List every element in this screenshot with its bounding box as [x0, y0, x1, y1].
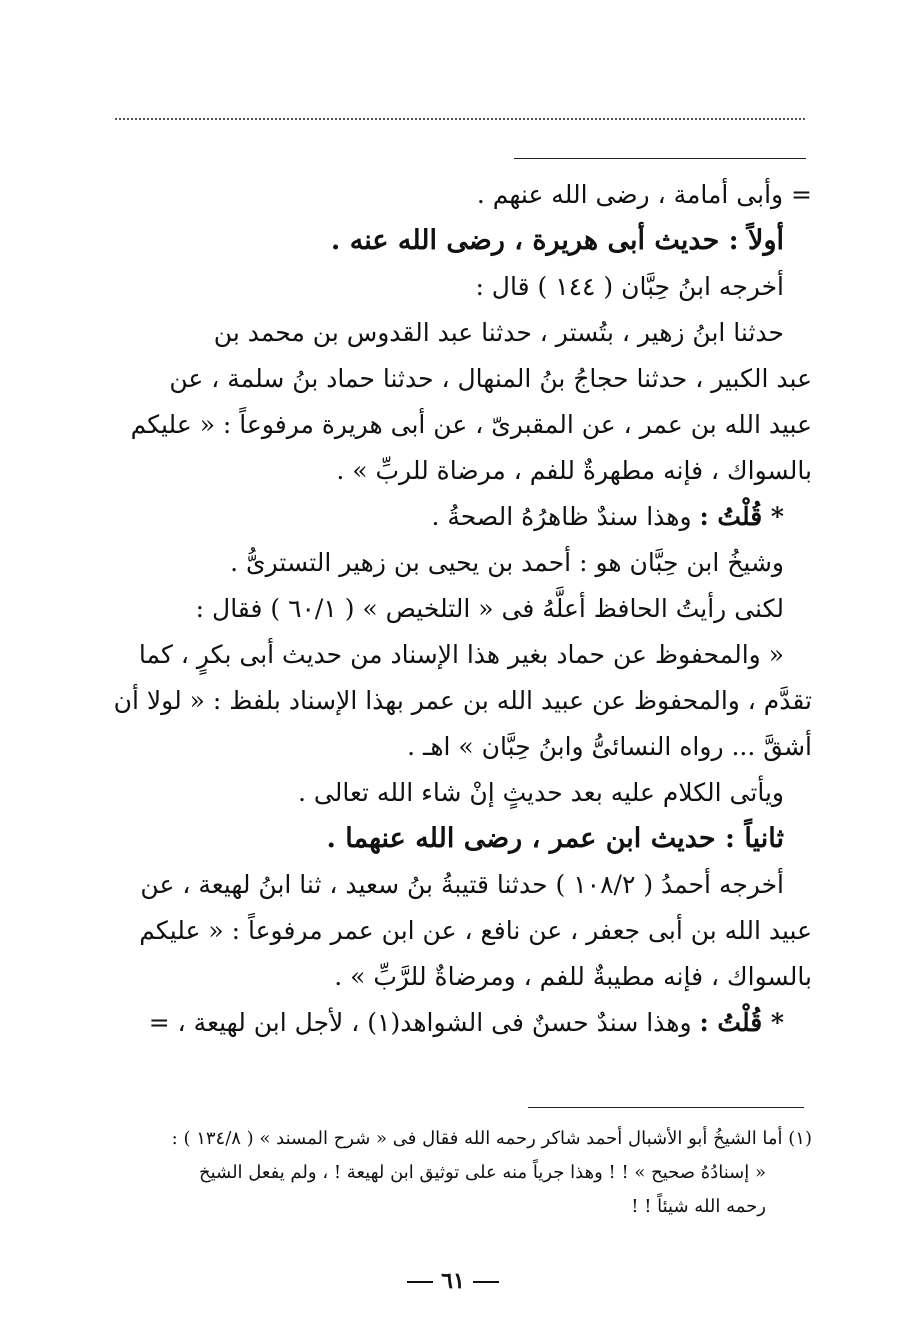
text-line: بالسواك ، فإنه مطيبةٌ للفم ، ومرضاةٌ للرَّبِّ » . — [334, 962, 812, 991]
comment-text: وهذا سندٌ ظاهرُهُ الصحةُ . — [431, 502, 692, 531]
comment-line — [112, 1000, 812, 1046]
text-line: = وأبى أمامة ، رضى الله عنهم . — [476, 180, 812, 209]
text-line: وشيخُ ابن حِبَّان هو : أحمد بن يحيى بن زهير التسترىُّ . — [230, 548, 784, 577]
main-text — [112, 172, 812, 1046]
text-line: تقدَّم ، والمحفوظ عن عبيد الله بن عمر بهذا الإسناد بلفظ : « لولا أن — [113, 686, 812, 715]
text-line: « والمحفوظ عن حماد بغير هذا الإسناد من حديث أبى بكرٍ ، كما — [138, 640, 784, 669]
dash-decoration — [407, 1281, 433, 1283]
text-line: بالسواك ، فإنه مطهرةٌ للفم ، مرضاة للربِّ » . — [336, 456, 812, 485]
text-line: حدثنا ابنُ زهير ، بتُستر ، حدثنا عبد القدوس بن محمد بن — [213, 318, 784, 347]
text-line: عبيد الله بن عمر ، عن المقبرىّ ، عن أبى هريرة مرفوعاً : « عليكم — [130, 410, 812, 439]
footnote-line: « إسنادُهُ صحيح » ! ! وهذا جرياً منه على توثيق ابن لهيعة ! ، ولم يفعل الشيخ — [198, 1162, 766, 1183]
text-line: عبد الكبير ، حدثنا حجاجُ بنُ المنهال ، حدثنا حماد بنُ سلمة ، عن — [169, 364, 812, 393]
footnote-rule — [528, 1107, 804, 1108]
footnotes — [112, 1122, 812, 1224]
footnote-line: (١) أما الشيخُ أبو الأشبال أحمد شاكر رحمه الله فقال فى « شرح المسند » ( ١٣٤/٨ ) : — [171, 1128, 812, 1149]
page-number-text: ٦١ — [441, 1268, 465, 1294]
footnote-line: رحمه الله شيئاً ! ! — [631, 1196, 766, 1217]
text-line: أخرجه أحمدُ ( ١٠٨/٢ ) حدثنا قتيبةُ بنُ سعيد ، ثنا ابنُ لهيعة ، عن — [140, 870, 784, 899]
continuation-rule — [514, 158, 806, 159]
comment-line — [112, 494, 812, 540]
text-line: أشقَّ ... رواه النسائىُّ وابنُ حِبَّان » اهـ . — [407, 732, 812, 761]
dotted-separator — [115, 118, 805, 120]
qult-label: * قُلْتُ : — [699, 1008, 784, 1037]
text-line: أخرجه ابنُ حِبَّان ( ١٤٤ ) قال : — [475, 272, 784, 301]
comment-text: وهذا سندٌ حسنٌ فى الشواهد(١) ، لأجل ابن لهيعة ، = — [148, 1008, 692, 1037]
text-line: عبيد الله بن أبى جعفر ، عن نافع ، عن ابن عمر مرفوعاً : « عليكم — [139, 916, 812, 945]
text-line: ويأتى الكلام عليه بعد حديثٍ إنْ شاء الله تعالى . — [298, 778, 784, 807]
page-number — [0, 1268, 906, 1294]
section-heading-2: ثانياً : حديث ابن عمر ، رضى الله عنهما . — [326, 823, 784, 854]
qult-label: * قُلْتُ : — [699, 502, 784, 531]
section-heading-1: أولاً : حديث أبى هريرة ، رضى الله عنه . — [330, 225, 784, 256]
dash-decoration — [473, 1281, 499, 1283]
text-line: لكنى رأيتُ الحافظ أعلَّهُ فى « التلخيص » ( ٦٠/١ ) فقال : — [195, 594, 784, 623]
